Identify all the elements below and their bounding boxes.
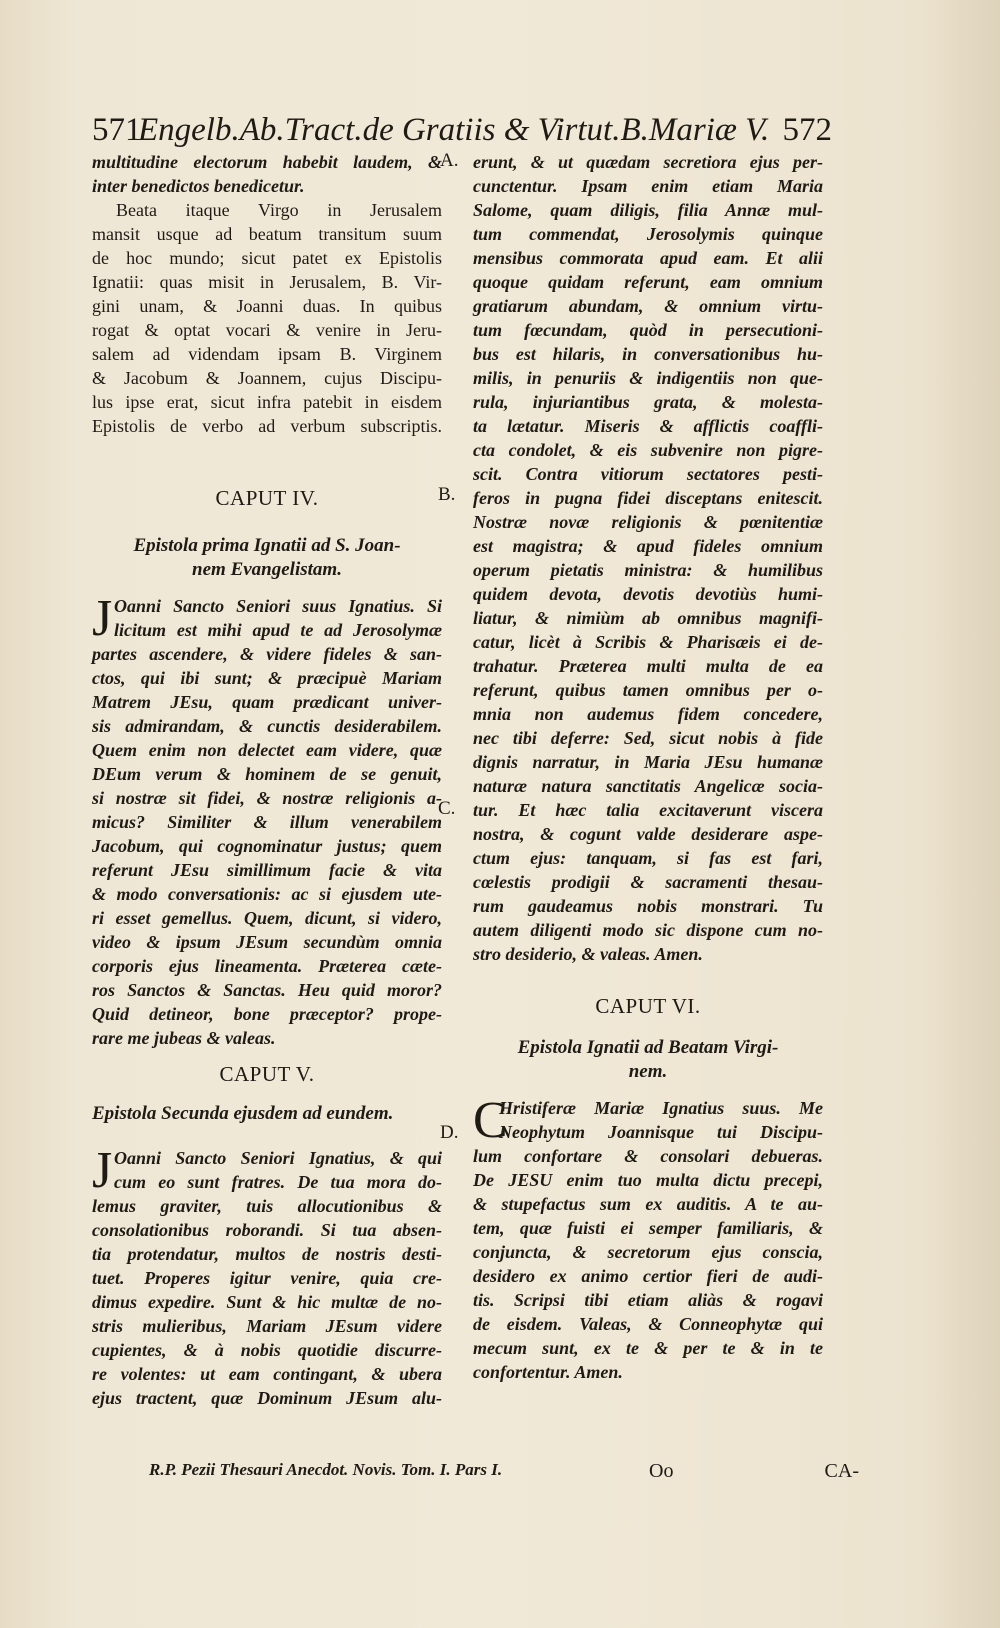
text-line: tum commendat, Jerosolymis quinque [473,224,823,244]
text-line: licitum est mihi apud te ad Jerosolymæ [114,620,442,640]
text-line: tem, quæ fuisti ei semper familiaris, & [473,1218,823,1238]
text-line: consolationibus roborandi. Si tua absen- [92,1220,442,1240]
text-line: dimus expedire. Sunt & hic multæ de no- [92,1292,442,1312]
margin-marker-b: B. [438,484,456,505]
text-line: cœlestis prodigii & sacramenti thesau- [473,872,823,892]
text-line: naturæ natura sanctitatis Angelicæ socia- [473,776,823,796]
text-line: cunctentur. Ipsam enim etiam Maria [473,176,823,196]
margin-marker-a: A. [440,150,459,171]
text-line: Quid detineor, bone præceptor? prope- [92,1004,442,1024]
text-line: quoque quidam referunt, eam omnium [473,272,823,292]
text-line: gini unam, & Joanni duas. In quibus [92,296,442,316]
chapter-heading-v: CAPUT V. [219,1062,315,1086]
text-line: tur. Et hæc talia excitaverunt viscera [473,800,823,820]
text-line: referunt, quibus tamen omnibus per o- [473,680,823,700]
text-line: Oanni Sancto Seniori suus Ignatius. Si [114,596,442,616]
margin-marker-d: D. [440,1122,459,1143]
text-line: confortentur. Amen. [473,1362,623,1382]
chapter-title-line: nem. [628,1061,668,1082]
text-line: referunt JEsu simillimum facie & vita [92,860,442,880]
text-line: re volentes: ut eam contingant, & ubera [92,1364,442,1384]
chapter-title-line: nem Evangelistam. [192,559,342,580]
text-line: Matrem JEsu, quam prædicant univer- [92,692,442,712]
text-line: Nostræ novæ religionis & pœnitentiæ [473,512,823,532]
text-line: rogat & optat vocari & venire in Jeru- [92,320,442,340]
margin-marker-c: C. [438,798,456,819]
text-line: ta lætatur. Miseris & afflictis coaffli- [473,416,823,436]
epistle-one [92,590,442,1050]
text-line: conjuncta, & secretorum ejus conscia, [473,1242,823,1262]
text-line: bus est hilaris, in conversationibus hu- [473,344,823,364]
text-line: dignis narratur, in Maria JEsu humanæ [473,752,823,772]
running-header [92,112,832,152]
text-line: DEum verum & hominem de se genuit, [92,764,442,784]
text-line: De JESU enim tuo multa dictu precepi, [473,1170,823,1190]
text-line: tia protendatur, multos de nostris desti- [92,1244,442,1264]
text-line: rare me jubeas & valeas. [92,1028,276,1048]
text-line: corporis ejus lineamenta. Præterea cæte- [92,956,442,976]
text-line: Salome, quam diligis, filia Annæ mul- [473,200,823,220]
text-line: cupientes, & à nobis quotidie discurre- [92,1340,442,1360]
text-line: ejus tractent, quæ Dominum JEsum alu- [92,1388,442,1408]
text-line: partes ascendere, & videre fideles & san- [92,644,442,664]
text-line: ros Sanctos & Sanctas. Heu quid moror? [92,980,442,1000]
text-line: desidero ex animo certior fieri de audi- [473,1266,823,1286]
text-line: lum confortare & consolari debueras. [473,1146,823,1166]
signature-mark: Oo [649,1460,674,1482]
text-line: liatur, & nimiùm ab omnibus magnifi- [473,608,823,628]
text-line: multitudine electorum habebit laudem, & [92,152,442,172]
drop-cap: C [473,1092,508,1149]
text-line: & stupefactus sum ex auditis. A te au- [473,1194,823,1214]
text-line: micus? Similiter & illum venerabilem [92,812,442,832]
page-footer [149,1460,859,1486]
text-line: scit. Contra vitiorum sectatores pesti- [473,464,823,484]
chapter-title-line: Epistola Secunda ejusdem ad eundem. [92,1103,394,1124]
text-line: operum pietatis ministra: & humilibus [473,560,823,580]
epistle-three [473,1092,823,1384]
text-line: salem ad videndam ipsam B. Virginem [92,344,442,364]
text-line: stro desiderio, & valeas. Amen. [473,944,703,964]
running-title: Engelb.Ab.Tract.de Gratiis & Virtut.B.Mariæ V. [138,112,770,148]
text-line: Beata itaque Virgo in Jerusalem [116,200,442,220]
text-line: trahatur. Præterea multi multa de ea [473,656,823,676]
text-line: tum fœcundam, quòd in persecutioni- [473,320,823,340]
text-line: ri esset gemellus. Quem, dicunt, si videro, [92,908,442,928]
text-line: rum gaudeamus nobis monstrari. Tu [473,896,823,916]
page-number-right: 572 [782,112,832,148]
text-line: ctos, qui ibi sunt; & præcipuè Mariam [92,668,442,688]
chapter-heading-vi: CAPUT VI. [595,994,701,1018]
text-line: & Jacobum & Joannem, cujus Discipu- [92,368,442,388]
chapter-title-line: Epistola Ignatii ad Beatam Virgi- [517,1037,779,1058]
text-line: tuet. Properes igitur venire, quia cre- [92,1268,442,1288]
text-line: est magistra; & apud fideles omnium [473,536,823,556]
text-line: nec tibi deferre: Sed, sicut nobis à fide [473,728,823,748]
text-line: sis admirandam, & cunctis desiderabilem. [92,716,442,736]
text-line: Jacobum, qui cognominatur justus; quem [92,836,442,856]
text-line: Quem enim non delectet eam videre, quæ [92,740,442,760]
chapter-title-line: Epistola prima Ignatii ad S. Joan- [133,535,401,556]
text-line: mnia non audemus fidem concedere, [473,704,823,724]
text-line: Oanni Sancto Seniori Ignatius, & qui [114,1148,442,1168]
text-line: lemus graviter, tuis allocutionibus & [92,1196,442,1216]
text-line: si nostræ sit fidei, & nostræ religionis a- [92,788,442,808]
epistle-two [92,1142,442,1410]
text-line: tis. Scripsi tibi etiam aliàs & rogavi [473,1290,823,1310]
text-line: Hristiferæ Mariæ Ignatius suus. Me [499,1098,823,1118]
text-line: & modo conversationis: ac si ejusdem ute- [92,884,442,904]
catchword: CA- [824,1460,859,1482]
page-number-left: 571 [92,112,142,148]
text-line: mecum sunt, ex te & per te & in te [473,1338,823,1358]
text-line: nostra, & cogunt valde desiderare aspe- [473,824,823,844]
signature-line: R.P. Pezii Thesauri Anecdot. Novis. Tom. I. Pars I. [149,1460,503,1479]
text-line: autem diligenti modo sic dispone cum no- [473,920,823,940]
text-line: video & ipsum JEsum secundùm omnia [92,932,442,952]
text-line: catur, licèt à Scribis & Pharisæis ei de- [473,632,823,652]
text-line: inter benedictos benedicetur. [92,176,305,196]
text-line: stris mulieribus, Mariam JEsum videre [92,1316,442,1336]
text-line: cta condolet, & eis subvenire non pigre- [473,440,823,460]
text-line: cum eo sunt fratres. De tua mora do- [114,1172,442,1192]
text-line: Epistolis de verbo ad verbum subscriptis. [92,416,442,436]
text-line: Ignatii: quas misit in Jerusalem, B. Vir- [92,272,442,292]
drop-cap: J [92,1142,113,1199]
left-column [92,150,442,1410]
text-line: gratiarum abundam, & omnium virtu- [473,296,823,316]
text-line: de eisdem. Valeas, & Conneophytæ qui [473,1314,823,1334]
text-line: milis, in penuriis & indigentiis non que- [473,368,823,388]
text-line: lus ipse erat, sicut infra patebit in eisdem [92,392,442,412]
text-line: Neophytum Joannisque tui Discipu- [499,1122,823,1142]
text-line: mensibus commorata apud eam. Et alii [473,248,823,268]
text-line: de hoc mundo; sicut patet ex Epistolis [92,248,442,268]
drop-cap: J [92,590,113,647]
text-line: feros in pugna fidei disceptans enitescit. [473,488,823,508]
text-line: mansit usque ad beatum transitum suum [92,224,442,244]
text-line: rula, injuriantibus grata, & molesta- [473,392,823,412]
chapter-heading-iv: CAPUT IV. [215,486,319,510]
text-line: ctum ejus: tanquam, si fas est fari, [473,848,823,868]
text-line: quidem devota, devotis devotiùs humi- [473,584,823,604]
text-line: erunt, & ut quædam secretiora ejus per- [473,152,823,172]
right-column [473,150,823,1384]
